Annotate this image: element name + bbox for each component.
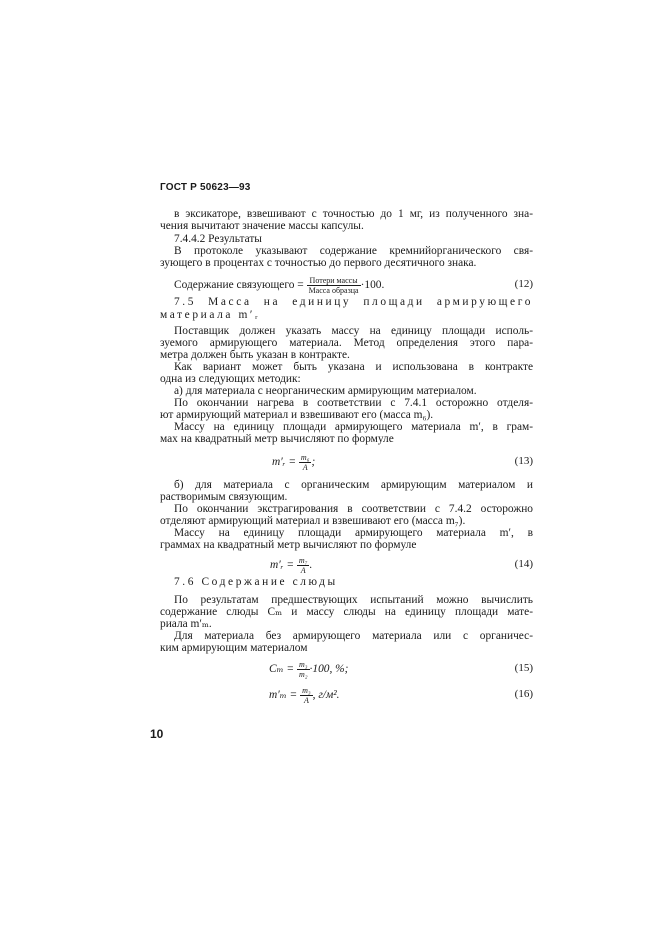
section-heading: 7.6 Содержание слюды — [174, 576, 338, 588]
equation-lhs: Содержание связующего = — [174, 279, 304, 292]
fraction-denominator: A — [300, 566, 306, 575]
text-line: метра должен быть указан в контракте. — [160, 349, 350, 361]
equation-lhs: m′ᵣ = — [272, 456, 297, 469]
equation-rhs: . — [309, 559, 313, 572]
equation-number: (12) — [514, 278, 533, 290]
text-line: отделяют армирующий материал и взвешивают его (масса m₇). — [160, 515, 466, 527]
equation-lhs: Cₘ = — [269, 663, 295, 676]
text-line: По окончании экстрагирования в соответствии с 7.4.2 осторожно — [174, 503, 533, 515]
text-line: мах на квадратный метр вычисляют по формуле — [160, 433, 394, 445]
equation-lhs: m′ₘ = — [269, 689, 298, 702]
fraction — [300, 686, 313, 705]
equation-14 — [270, 556, 312, 575]
subsection-heading: 7.4.4.2 Результаты — [174, 233, 262, 245]
text-line: ким армирующим материалом — [160, 642, 308, 654]
equation-rhs: ; — [311, 456, 316, 469]
text-line: ют армирующий материал и взвешивают его (масса m₆). — [160, 409, 434, 421]
fraction-denominator: m₂ — [298, 670, 308, 679]
text-line: Массу на единицу площади армирующего материала m′, в грам- — [174, 421, 533, 433]
fraction-numerator: m₃ — [302, 686, 311, 695]
text-line: растворимым связующим. — [160, 491, 288, 503]
text-line: риала m′ₘ. — [160, 618, 212, 630]
equation-number: (14) — [514, 558, 533, 570]
equation-number: (13) — [514, 455, 533, 467]
section-heading: материала m′ᵣ — [160, 309, 261, 321]
standard-header: ГОСТ Р 50623—93 — [160, 182, 251, 193]
text-line: б) для материала с органическим армирующим материалом и — [174, 479, 533, 491]
fraction-numerator: Потери массы — [307, 276, 361, 286]
fraction-denominator: A — [303, 696, 309, 705]
fraction-denominator: A — [302, 463, 308, 472]
text-line: По окончании нагрева в соответствии с 7.4.1 осторожно отделя- — [174, 397, 533, 409]
equation-12 — [174, 276, 384, 295]
text-line: По результатам предшествующих испытаний можно вычислить — [174, 594, 533, 606]
equation-rhs: , г/м². — [312, 689, 340, 702]
fraction-numerator: m₆ — [300, 453, 310, 462]
section-heading: 7.5 Масса на единицу площади армирующего — [174, 296, 533, 308]
equation-lhs: m′ᵣ = — [270, 559, 295, 572]
equation-15 — [269, 660, 348, 679]
text-line: В протоколе указывают содержание кремнийорганического свя- — [174, 245, 533, 257]
fraction-denominator: Масса образца — [308, 286, 359, 295]
text-line: Массу на единицу площади армирующего материала m′, в — [174, 527, 533, 539]
text-line: а) для материала с неорганическим армирующим материалом. — [174, 385, 477, 397]
text-line: Для материала без армирующего материала или с органичес- — [174, 630, 533, 642]
text-line: граммах на квадратный метр вычисляют по формуле — [160, 539, 417, 551]
equation-number: (16) — [514, 688, 533, 700]
text-line: Поставщик должен указать массу на единицу площади исполь- — [174, 325, 533, 337]
fraction — [297, 660, 310, 679]
text-line: зующего в процентах с точностью до первого десятичного знака. — [160, 257, 477, 269]
fraction-numerator: m₇ — [298, 556, 308, 565]
text-line: чения вычитают значение массы капсулы. — [160, 220, 364, 232]
text-line: зуемого армирующего материала. Метод определения этого пара- — [160, 337, 533, 349]
equation-13 — [272, 453, 315, 472]
equation-rhs: ·100. — [360, 279, 385, 292]
equation-rhs: ·100, %; — [309, 663, 349, 676]
text-line: одна из следующих методик: — [160, 373, 301, 385]
text-line: содержание слюды Cₘ и массу слюды на единицу площади мате- — [160, 606, 533, 618]
page-number: 10 — [150, 727, 164, 741]
fraction — [307, 276, 361, 295]
text-line: в эксикаторе, взвешивают с точностью до 1 мг, из полученного зна- — [174, 208, 533, 220]
equation-16 — [269, 686, 340, 705]
fraction — [297, 556, 313, 575]
fraction-numerator: m₃ — [298, 660, 308, 669]
equation-number: (15) — [514, 662, 533, 674]
text-line: Как вариант может быть указана и использована в контракте — [174, 361, 533, 373]
fraction — [299, 453, 312, 472]
